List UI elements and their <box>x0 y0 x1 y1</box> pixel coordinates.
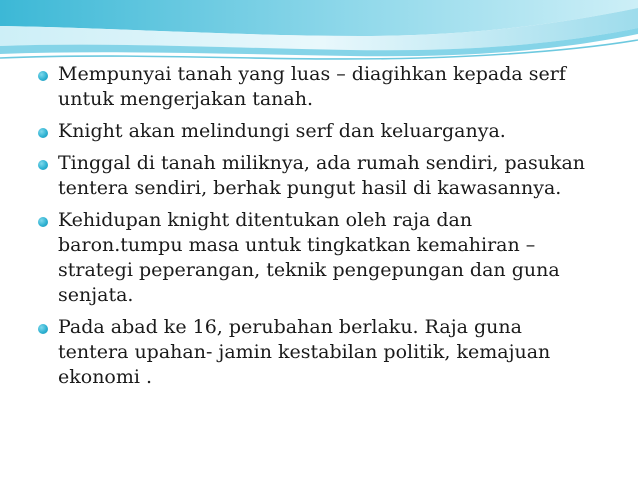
bullet-dot-icon <box>38 71 48 81</box>
bullet-item <box>36 315 596 390</box>
bullet-item <box>36 151 596 201</box>
bullet-text: Tinggal di tanah miliknya, ada rumah sendiri, pasukan tentera sendiri, berhak pungut hasil di kawasannya. <box>58 152 586 199</box>
bullet-text: Mempunyai tanah yang luas – diagihkan kepada serf untuk mengerjakan tanah. <box>58 63 566 110</box>
bullet-dot-icon <box>38 128 48 138</box>
bullet-dot-icon <box>38 324 48 334</box>
bullet-dot-icon <box>38 160 48 170</box>
bullet-item <box>36 208 596 308</box>
bullet-text: Pada abad ke 16, perubahan berlaku. Raja guna tentera upahan- jamin kestabilan politik, kemajuan ekonomi . <box>58 316 551 388</box>
bullet-list <box>36 62 596 397</box>
bullet-item <box>36 62 596 112</box>
bullet-text: Knight akan melindungi serf dan keluarganya. <box>58 120 506 142</box>
bullet-dot-icon <box>38 217 48 227</box>
bullet-item <box>36 119 596 144</box>
bullet-text: Kehidupan knight ditentukan oleh raja dan baron.tumpu masa untuk tingkatkan kemahiran – strategi peperangan, teknik pengepungan dan guna senjata. <box>58 209 560 306</box>
